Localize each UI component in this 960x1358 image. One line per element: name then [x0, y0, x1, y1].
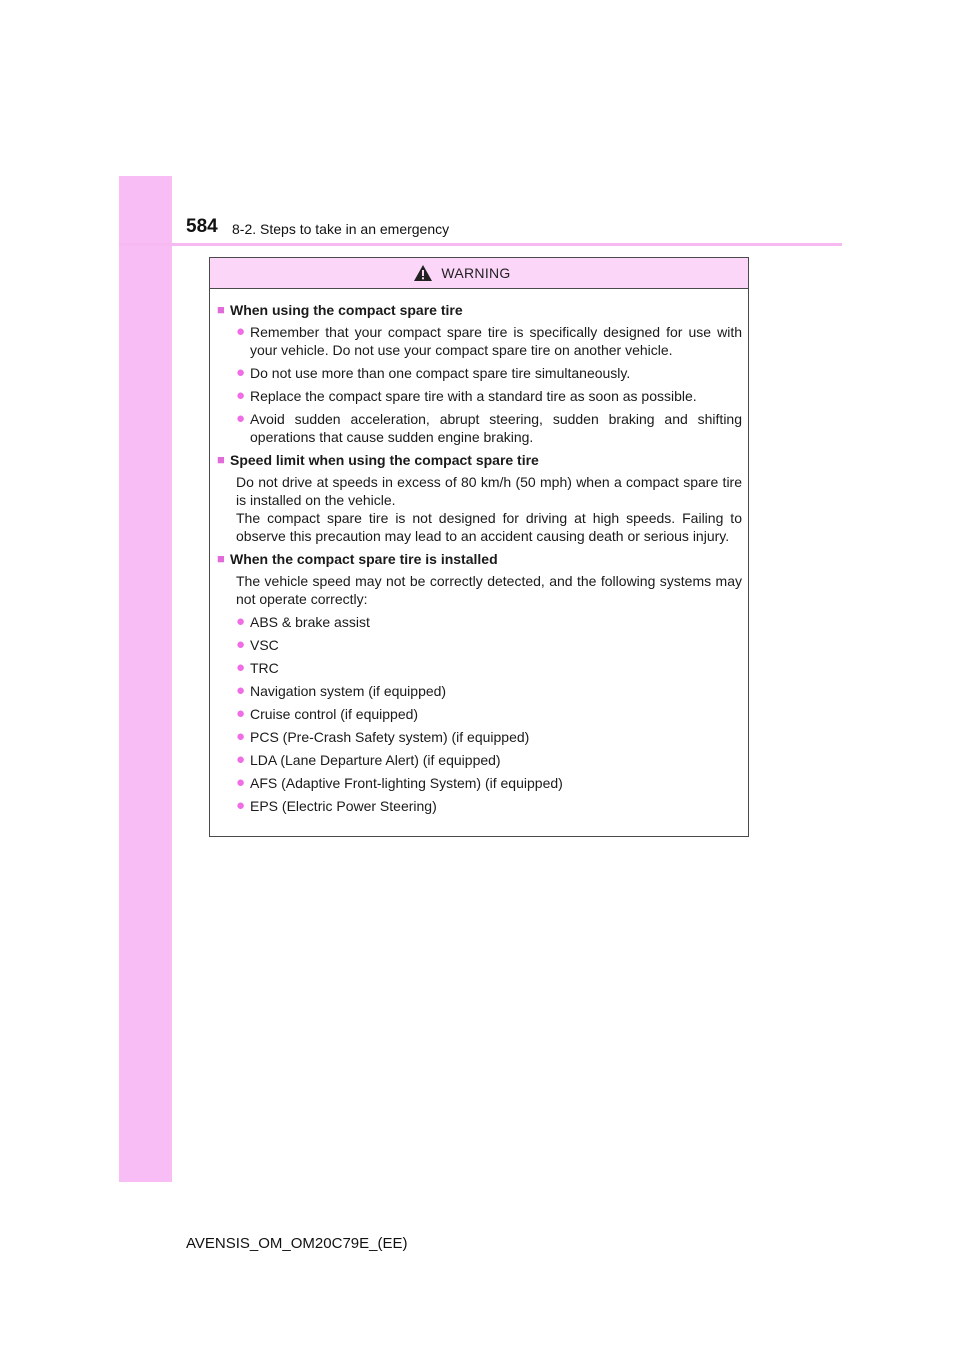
- bullet-dot-icon: ●: [236, 705, 246, 722]
- side-color-band: [119, 176, 172, 1182]
- warning-header: [210, 258, 748, 289]
- section-heading: ■ Speed limit when using the compact spare tire: [217, 452, 539, 468]
- bullet-dot-icon: ●: [236, 774, 246, 791]
- warning-body: [210, 289, 748, 815]
- document-footer: AVENSIS_OM_OM20C79E_(EE): [186, 1235, 408, 1252]
- square-marker-icon: ■: [217, 302, 225, 317]
- list-item: ● PCS (Pre-Crash Safety system) (if equipped): [236, 728, 530, 745]
- page-number: 584: [186, 216, 218, 237]
- list-item: ● TRC: [236, 659, 279, 676]
- bullet-dot-icon: ●: [236, 797, 246, 814]
- warning-triangle-icon: [413, 264, 433, 282]
- list-item: ● VSC: [236, 636, 279, 653]
- list-item: ● AFS (Adaptive Front-lighting System) (if equipped): [236, 774, 563, 791]
- square-marker-icon: ■: [217, 452, 225, 467]
- warning-box: [209, 257, 749, 837]
- section-title: 8-2. Steps to take in an emergency: [232, 221, 450, 237]
- warning-title: WARNING: [441, 265, 511, 281]
- bullet-dot-icon: ●: [236, 410, 246, 427]
- paragraph: Do not drive at speeds in excess of 80 km/h (50 mph) when a compact spare tire is installed on the vehicle.: [236, 474, 742, 508]
- list-item: ● ABS & brake assist: [236, 613, 370, 630]
- bullet-dot-icon: ●: [236, 636, 246, 653]
- bullet-dot-icon: ●: [236, 751, 246, 768]
- section-heading: ■ When using the compact spare tire: [217, 302, 463, 318]
- list-item: ● Do not use more than one compact spare tire simultaneously.: [236, 364, 631, 381]
- bullet-dot-icon: ●: [236, 728, 246, 745]
- bullet-dot-icon: ●: [236, 659, 246, 676]
- bullet-dot-icon: ●: [236, 613, 246, 630]
- list-item: ● Remember that your compact spare tire is specifically designed for use with your vehicle. Do not use your compact spare tire on another vehicle.: [236, 323, 742, 358]
- header-rule: [119, 243, 842, 246]
- list-item: ● Navigation system (if equipped): [236, 682, 447, 699]
- paragraph: The compact spare tire is not designed for driving at high speeds. Failing to observe this precaution may lead to an accident causing death or serious injury.: [236, 510, 742, 544]
- list-item: ● Replace the compact spare tire with a standard tire as soon as possible.: [236, 387, 697, 404]
- square-marker-icon: ■: [217, 551, 225, 566]
- bullet-dot-icon: ●: [236, 323, 246, 340]
- list-item: ● LDA (Lane Departure Alert) (if equipped): [236, 751, 501, 768]
- list-item: ● Cruise control (if equipped): [236, 705, 419, 722]
- list-item: ● EPS (Electric Power Steering): [236, 797, 437, 814]
- bullet-dot-icon: ●: [236, 364, 246, 381]
- list-item: ● Avoid sudden acceleration, abrupt steering, sudden braking and shifting operations that cause sudden engine braking.: [236, 410, 742, 445]
- section-heading: ■ When the compact spare tire is installed: [217, 551, 498, 567]
- bullet-dot-icon: ●: [236, 387, 246, 404]
- bullet-dot-icon: ●: [236, 682, 246, 699]
- paragraph: The vehicle speed may not be correctly detected, and the following systems may not operate correctly:: [236, 573, 742, 607]
